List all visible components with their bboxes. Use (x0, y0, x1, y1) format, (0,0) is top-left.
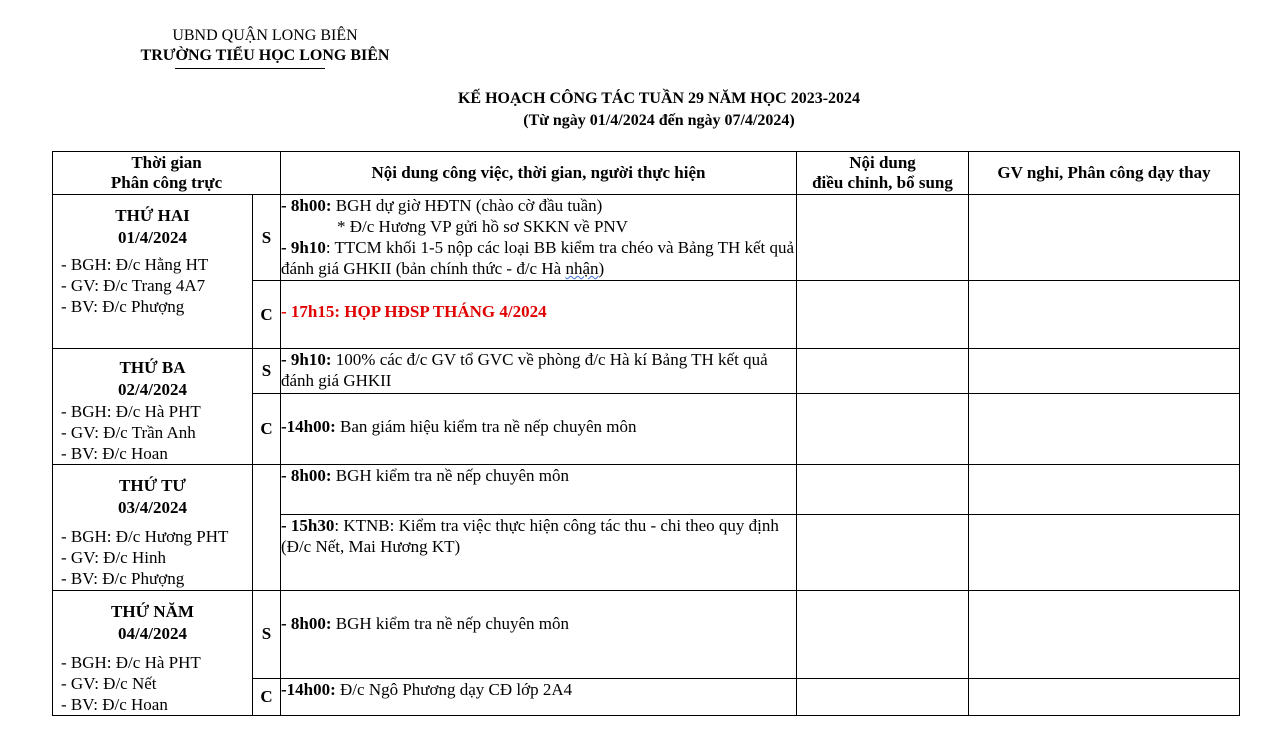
title-main: KẾ HOẠCH CÔNG TÁC TUẦN 29 NĂM HỌC 2023-2024 (457, 90, 861, 107)
duty-gv: - GV: Đ/c Hinh (61, 548, 166, 567)
table-row (53, 465, 1240, 515)
content-cell (281, 394, 797, 465)
adjust-cell (797, 281, 969, 349)
duty-gv: - GV: Đ/c Trang 4A7 (61, 276, 206, 295)
table-row (53, 195, 1240, 281)
session-afternoon: C (253, 281, 281, 349)
duty-gv: - GV: Đ/c Trần Anh (61, 423, 196, 442)
duty-bv: - BV: Đ/c Hoan (61, 695, 168, 714)
day-name: THỨ HAI (115, 206, 190, 225)
task-line (281, 515, 796, 557)
adjust-cell (797, 515, 969, 591)
content-cell (281, 465, 797, 515)
day-cell-wednesday (53, 465, 253, 591)
content-cell (281, 349, 797, 394)
task-time: - 8h00: (281, 196, 332, 215)
session-afternoon: C (253, 678, 281, 715)
absent-cell (969, 394, 1240, 465)
title-date-range: (Từ ngày 01/4/2024 đến ngày 07/4/2024) (523, 112, 795, 129)
task-time: - 8h00: (281, 614, 332, 633)
header-absent: GV nghỉ, Phân công dạy thay (969, 152, 1240, 195)
task-text-end: ) (598, 259, 605, 278)
duty-list (53, 652, 252, 715)
table-row (53, 591, 1240, 679)
task-line (281, 613, 796, 634)
day-date: 01/4/2024 (118, 228, 187, 247)
session-label (253, 465, 281, 591)
header-adjust-line1: Nội dung (849, 153, 916, 172)
day-date: 03/4/2024 (118, 498, 187, 517)
content-cell (281, 515, 797, 591)
duty-bgh: - BGH: Đ/c Hà PHT (61, 653, 201, 672)
table-header-row (53, 152, 1240, 195)
duty-list (53, 401, 252, 464)
task-line (281, 416, 796, 437)
header-time-line2: Phân công trực (110, 173, 223, 192)
header-adjust (797, 152, 969, 195)
school-name: TRƯỜNG TIỂU HỌC LONG BIÊN (140, 47, 390, 64)
day-cell-monday (53, 195, 253, 349)
header-time (53, 152, 281, 195)
task-text: BGH kiểm tra nề nếp chuyên môn (331, 614, 569, 633)
absent-cell (969, 591, 1240, 679)
day-name: THỨ BA (119, 358, 186, 377)
spellcheck-word: nhận (565, 259, 599, 278)
duty-bgh: - BGH: Đ/c Hương PHT (61, 527, 229, 546)
duty-bgh: - BGH: Đ/c Hằng HT (61, 255, 209, 274)
task-time: - 8h00: (281, 466, 332, 485)
session-morning: S (253, 195, 281, 281)
duty-bv: - BV: Đ/c Phượng (61, 297, 185, 316)
duty-gv: - GV: Đ/c Nết (61, 674, 157, 693)
task-text: BGH dự giờ HĐTN (chào cờ đầu tuần) (331, 196, 603, 215)
task-line (281, 349, 796, 391)
task-text: Đ/c Ngô Phương dạy CĐ lớp 2A4 (335, 679, 573, 699)
task-text: : TTCM khối 1-5 nộp các loại BB kiểm tra chéo và Bảng TH kết quả đánh giá GHKII (bản chính thức - đ/c Hà (281, 238, 795, 278)
task-line: * Đ/c Hương VP gửi hồ sơ SKKN về PNV (337, 217, 628, 236)
absent-cell (969, 349, 1240, 394)
task-time: - 9h10: (281, 350, 332, 369)
task-text: BGH kiểm tra nề nếp chuyên môn (331, 466, 569, 485)
day-date: 02/4/2024 (118, 380, 187, 399)
task-highlight: - 17h15: HỌP HĐSP THÁNG 4/2024 (281, 302, 547, 321)
district-name: UBND QUẬN LONG BIÊN (172, 27, 358, 44)
header-content: Nội dung công việc, thời gian, người thực hiện (281, 152, 797, 195)
session-morning: S (253, 591, 281, 679)
absent-cell (969, 281, 1240, 349)
adjust-cell (797, 465, 969, 515)
task-line (281, 679, 796, 700)
task-line (281, 195, 796, 216)
task-line (281, 465, 796, 486)
org-header (120, 26, 410, 66)
content-cell (281, 195, 797, 281)
absent-cell (969, 195, 1240, 281)
duty-bv: - BV: Đ/c Phượng (61, 569, 185, 588)
header-adjust-line2: điều chỉnh, bổ sung (812, 173, 953, 192)
duty-bgh: - BGH: Đ/c Hà PHT (61, 402, 201, 421)
absent-cell (969, 515, 1240, 591)
adjust-cell (797, 591, 969, 679)
session-afternoon: C (253, 394, 281, 465)
content-cell (281, 591, 797, 679)
content-cell (281, 281, 797, 349)
day-name: THỨ TƯ (119, 476, 186, 495)
task-text: 100% các đ/c GV tổ GVC về phòng đ/c Hà kí Bảng TH kết quả đánh giá GHKII (281, 350, 768, 390)
absent-cell (969, 465, 1240, 515)
table-row (53, 349, 1240, 394)
day-cell-thursday (53, 591, 253, 716)
task-time: - 9h10 (281, 238, 326, 257)
header-underline (175, 68, 325, 69)
day-date: 04/4/2024 (118, 624, 187, 643)
header-time-line1: Thời gian (131, 153, 202, 172)
task-line (281, 237, 796, 279)
task-time: -14h00: (281, 417, 336, 437)
task-time: -14h00: (281, 679, 336, 699)
absent-cell (969, 678, 1240, 715)
adjust-cell (797, 195, 969, 281)
duty-list (53, 526, 252, 589)
day-name: THỨ NĂM (111, 602, 194, 621)
document-title (300, 88, 1018, 132)
duty-list (53, 254, 252, 317)
adjust-cell (797, 394, 969, 465)
day-cell-tuesday (53, 349, 253, 465)
adjust-cell (797, 349, 969, 394)
weekly-plan-table (52, 151, 1240, 716)
duty-bv: - BV: Đ/c Hoan (61, 444, 168, 463)
task-text: : KTNB: Kiểm tra việc thực hiện công tác thu - chi theo quy định (Đ/c Nết, Mai Hương KT) (281, 516, 779, 556)
session-morning: S (253, 349, 281, 394)
task-text: Ban giám hiệu kiểm tra nề nếp chuyên môn (335, 417, 637, 437)
task-time: - 15h30 (281, 516, 335, 535)
content-cell (281, 678, 797, 715)
adjust-cell (797, 678, 969, 715)
